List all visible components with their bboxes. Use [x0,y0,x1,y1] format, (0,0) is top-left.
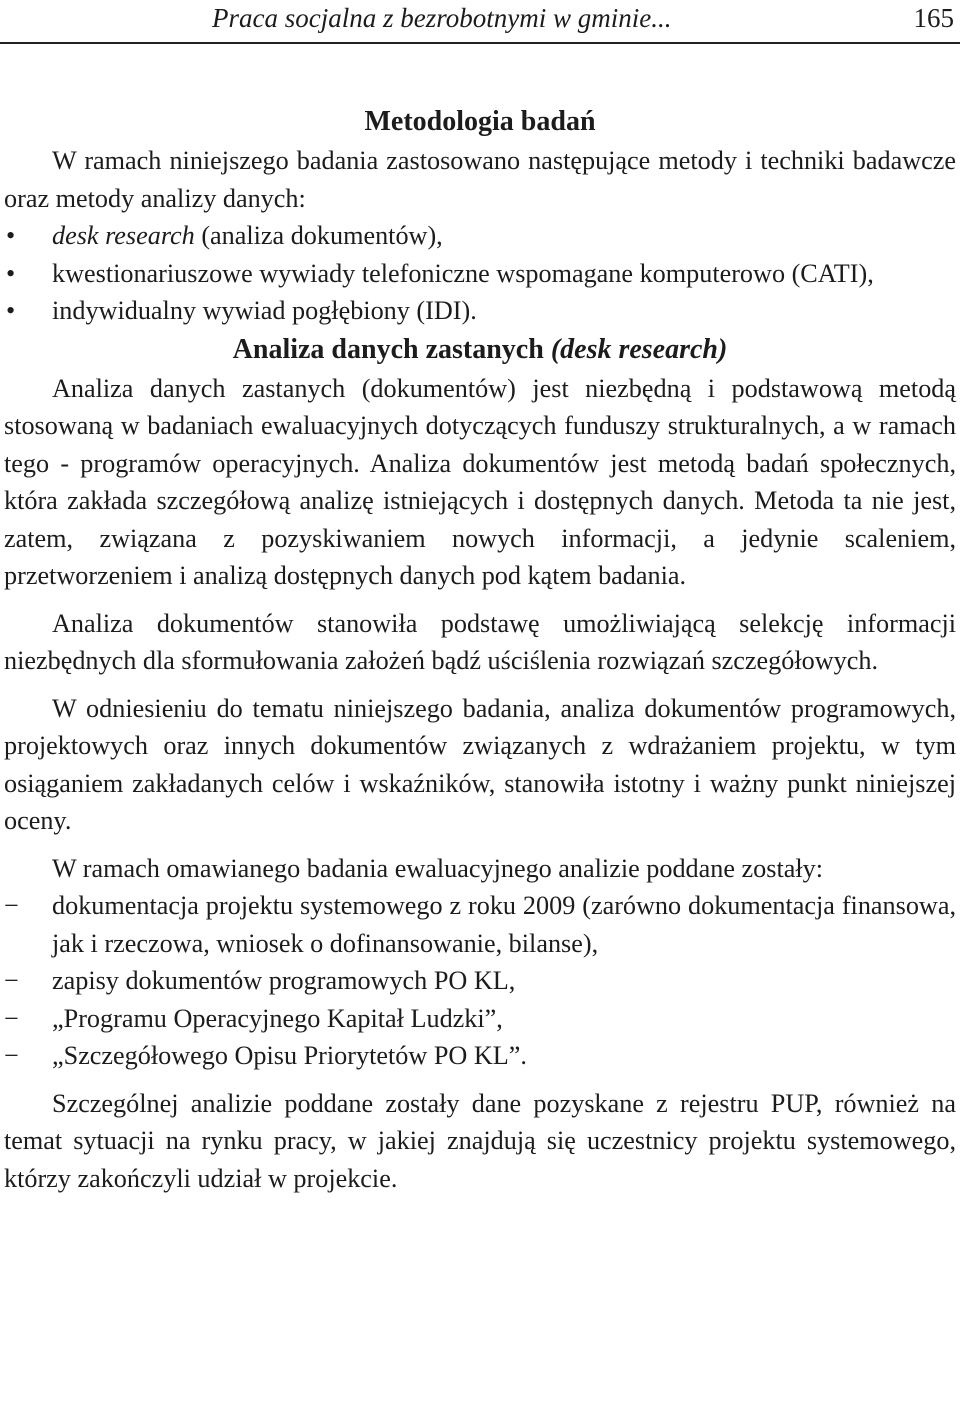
list-item-text: kwestionariuszowe wywiady telefoniczne wspomagane komputerowo (CATI), [52,258,874,288]
paragraph: W ramach omawianego badania ewaluacyjnego analizie poddane zostały: [52,853,823,883]
closing-paragraph: Szczególnej analizie poddane zostały dane pozyskane z rejestru PUP, również na temat sytuacji na rynku pracy, w jakiej znajdują się uczestnicy projektu systemowego, którzy zakończyli udział w projekcie. [4,1088,956,1193]
running-header [0,0,960,44]
list-item-text: „Programu Operacyjnego Kapitał Ludzki”, [52,1003,503,1033]
list-item [4,1037,956,1075]
paragraph: W odniesieniu do tematu niniejszego badania, analiza dokumentów programowych, projektowych oraz innych dokumentów związanych z wdrażaniem projektu, w tym osiąganiem zakładanych celów i wskaźników, stanowiła istotny i ważny punkt niniejszej oceny. [4,693,956,835]
heading-italic: (desk research) [550,333,728,365]
dash-marker: − [4,1041,19,1070]
list-item-text: dokumentacja projektu systemowego z roku 2009 (zarówno dokumentacja finansowa, jak i rzeczowa, wniosek o dofinansowanie, bilanse), [52,891,956,958]
list-item-italic: desk research [52,221,195,250]
page-body [4,102,956,1197]
bullet-marker: • [6,296,16,325]
paragraph: Analiza dokumentów stanowiła podstawę umożliwiającą selekcję informacji niezbędnych dla sformułowania założeń bądź uściślenia rozwiązań szczegółowych. [4,608,956,675]
section-heading-methodology: Metodologia badań [364,106,596,137]
list-item [4,887,956,962]
list-item-text: „Szczegółowego Opisu Priorytetów PO KL”. [52,1041,527,1070]
documents-list [4,887,956,1075]
bullet-marker: • [6,258,16,288]
bullet-marker: • [6,221,16,250]
running-title: Praca socjalna z bezrobotnymi w gminie... [212,3,672,33]
heading-main: Analiza danych zastanych [232,333,551,365]
list-item [4,292,956,330]
section-heading-desk-research [4,330,956,370]
dash-marker: − [4,1003,19,1033]
list-item-text: indywidualny wywiad pogłębiony (IDI). [52,296,477,325]
list-item [4,962,956,1000]
list-item [4,1000,956,1038]
page-number: 165 [913,3,954,33]
paragraph: Analiza danych zastanych (dokumentów) jest niezbędną i podstawową metodą stosowaną w badaniach ewaluacyjnych dotyczących funduszy strukturalnych, a w ramach tego - programów operacyjnych. Analiza dokumentów jest metodą badań społecznych, która zakłada szczegółową analizę istniejących i dostępnych danych. Metoda ta nie jest, zatem, związana z pozyskiwaniem nowych informacji, a jedynie scaleniem, przetworzeniem i analizą dostępnych danych pod kątem badania. [4,373,956,590]
list-item-text: (analiza dokumentów), [194,221,443,250]
methods-list [4,217,956,330]
list-item [4,217,956,255]
methodology-intro: W ramach niniejszego badania zastosowano następujące metody i techniki badawcze oraz metody analizy danych: [4,146,956,213]
dash-marker: − [4,966,19,995]
list-item-text: zapisy dokumentów programowych PO KL, [52,966,516,995]
list-item [4,255,956,293]
dash-marker: − [4,891,19,920]
